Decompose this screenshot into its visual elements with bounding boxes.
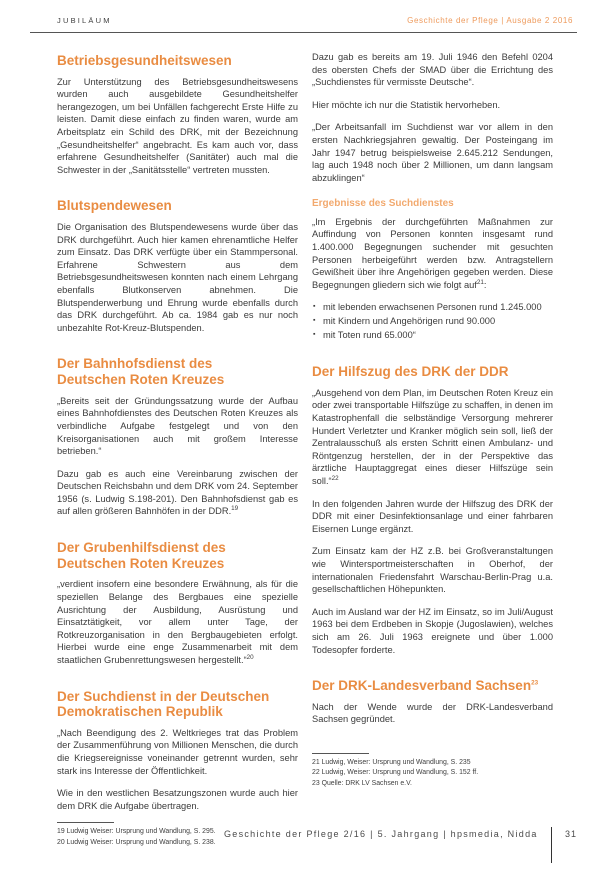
section-heading-landesverband-sachsen [312,678,553,694]
paragraph: In den folgenden Jahren wurde der Hilfszug des DRK der DDR mit einer Desinfektionsanlage und einer fahrbaren Eisernen Lunge ergänzt. [312,498,553,534]
paragraph: Auch im Ausland war der HZ im Einsatz, so im Juli/August 1963 bei dem Erdbeben in Skopje (Jugoslawien), welches sich am 26. Juli 1963 ereignete und über 1.000 Todesopfer forderte. [312,606,553,655]
paragraph: Nach der Wende wurde der DRK-Landesverband Sachsen gegründet. [312,701,553,725]
header-rule [30,32,577,33]
footnote-ref-19: 19 [231,505,239,513]
footnote-ref-20: 20 [246,653,254,661]
issue-label: Geschichte der Pflege | Ausgabe 2 2016 [407,16,573,25]
paragraph: „Bereits seit der Gründungssatzung wurde der Aufbau eines Bahnhofdienstes des Deutschen Roten Kreuzes als verbindliche Aufgabe festgelegt und von den Kreisorganisationen auch mit großem Interesse betrieben.“ [57,395,298,457]
footnote-ref-21: 21 [476,278,484,286]
footnote: 21 Ludwig, Weiser: Ursprung und Wandlung, S. 235 [312,758,471,766]
paragraph [312,216,553,292]
left-column [57,51,298,846]
paragraph [57,468,298,518]
paragraph-text: : [483,279,487,290]
heading-line: Deutschen Roten Kreuzes [57,555,225,571]
footnote-ref-23: 23 [531,679,539,687]
paragraph: Dazu gab es bereits am 19. Juli 1946 den Befehl 0204 des obersten Chefs der SMAD über die Errichtung des „Suchdienstes für vermisste Deutsche“. [312,52,553,88]
section-heading-blutspendewesen: Blutspendewesen [57,198,172,214]
footnote: 22 Ludwig, Weiser: Ursprung und Wandlung, S. 152 ff. [312,769,479,776]
right-column [312,51,553,793]
paragraph [312,387,553,488]
paragraph: Zur Unterstützung des Betriebsgesundheitswesens wurden auch ausgebildete Gesundheitshelfer herangezogen, um bei Unfällen fachgerecht Erste Hilfe zu leisten. Damit diese einfach zu finden waren, wurde am Arbeitsplatz ein Schild des DRK, mit der Bezeichnung „Gesundheitshelfer“ angebracht. Es kam auch vor, dass erfahrene Gesundheitshelfer (Sanitäter) auch mal die Schwester in der „Sanitätsstelle“ vertreten mussten. [57,76,298,175]
list-item: ▪ mit Toten rund 65.000“ [312,329,553,342]
page-header [30,16,577,25]
footnote-rule [57,822,114,823]
footer-divider [551,827,552,863]
paragraph: Zum Einsatz kam der HZ z.B. bei Großveranstaltungen wie Wintersportmeisterschaften in Oberhof, der internationalen Friedensfahrt Warschau-Berlin-Prag u.a. gesellschaftlichen Höhepunkten. [312,546,553,595]
section-heading-bahnhofsdienst [57,356,298,387]
paragraph-text: Dazu gab es auch eine Vereinbarung zwischen der Deutschen Reichsbahn und dem DRK vom 24. September 1956 (s. Ludwig S.198-201). Den Bahnhofsdienst gab es auf allen größeren Bahnhöfen in der DDR. [57,468,298,517]
subheading-ergebnisse-suchdienst: Ergebnisse des Suchdienstes [312,198,454,210]
paragraph: Hier möchte ich nur die Statistik hervorheben. [312,99,501,110]
rubric-label: JUBILÄUM [57,16,112,25]
heading-line: Der DRK-Landesverband Sachsen [312,678,532,694]
heading-line: Der Grubenhilfsdienst des [57,540,226,556]
section-heading-suchdienst [57,689,298,720]
page-number: 31 [565,829,578,839]
heading-line: Der Suchdienst in der Deutschen [57,688,270,704]
heading-line: Demokratischen Republik [57,704,223,720]
paragraph [57,578,298,666]
heading-line: Der Bahnhofsdienst des [57,356,213,372]
heading-line: Deutschen Roten Kreuzes [57,372,225,388]
section-heading-grubenhilfsdienst [57,540,298,571]
imprint-text: Geschichte der Pflege 2/16 | 5. Jahrgang | hpsmedia, Nidda [223,829,538,839]
results-bullet-list [312,301,553,342]
paragraph: Wie in den westlichen Besatzungszonen wurde auch hier dem DRK die Aufgabe übertragen. [57,788,298,811]
list-item: ▪ mit lebenden erwachsenen Personen rund 1.245.000 [312,301,553,314]
section-heading-hilfszug: Der Hilfszug des DRK der DDR [312,364,509,380]
paragraph: Die Organisation des Blutspendewesens wurde über das DRK durchgeführt. Auch hier kamen ehrenamtliche Helfer zum Einsatz. Das DRK verfügte über ein Stammpersonal. Erfahrene Schwestern aus dem Betriebsgesundheitswesen konnten nach einem Lehrgang ebenfalls Blutkonserven abnehmen. Die Blutspenderwerbung und Ehrung wurde ebenfalls durch das DRK durchgeführt. Ab ca. 1984 gab es nur noch unbezahlte Rot-Kreuz-Blutspenden. [57,222,298,333]
paragraph: „Nach Beendigung des 2. Weltkrieges trat das Problem der Zusammenführung von Millionen Menschen, die durch die Kriegsereignisse voneinander getrennt wurden, sehr stark ins Interesse der Öffentlichkeit. [57,727,298,776]
footnote: 20 Ludwig Weiser: Ursprung und Wandlung, S. 238. [57,838,216,846]
paragraph-text: „Ausgehend von dem Plan, im Deutschen Roten Kreuz ein oder zwei transportable Hilfszüge zu schaffen, in denen im Katastrophenfall die selbständige Versorgung mehrerer Hundert Verletzter und Kranker möglich sein soll, ließ der Zentralausschuß als ersten Schritt einen Ambulanz- und Röntgenzug herstellen, der in der Perspektive das ärztliche Hauptaggregat eines dieser Hilfszüge sein soll.“ [312,387,553,486]
section-heading-betriebsgesundheitswesen: Betriebsgesundheitswesen [57,53,232,68]
magazine-page [0,16,607,869]
footnote: 23 Quelle: DRK LV Sachsen e.V. [312,779,412,787]
footnote-rule [312,753,369,754]
paragraph: „Der Arbeitsanfall im Suchdienst war vor allem in den ersten Nachkriegsjahren gewaltig. Der Posteingang im Jahr 1947 betrug beispielsweise 2.645.212 Sendungen, lag auch 1948 noch über 2 Millionen, um dann langsam abzuklingen“ [312,122,553,183]
page-footer [224,827,587,863]
footnotes-right [312,753,553,794]
paragraph-text: „Im Ergebnis der durchgeführten Maßnahmen zur Auffindung von Personen konnten insgesamt rund 1.400.000 Begegnungen suchender mit gesuchten Personen herbeigeführt werden bzw. Antragstellern Gewißheit über ihre Angehörigen gegeben werden. Diese Begegnungen gliedern sich wie folgt auf [312,216,553,290]
paragraph-text: „verdient insofern eine besondere Erwähnung, als für die speziellen Belange des Bergbaues eine spezielle Ausrichtung der Ausbildung, Ausrüstung und Einsatztätigkeit, vor allem unter Tage, der Rotkreuzorganisation in den Bergbaugebieten erfolgt. Hierbei wurde eine enge Zusammenarbeit mit dem staatlichen Grubenrettungswesen hergestellt.“ [57,579,298,665]
footnote-ref-22: 22 [331,474,339,482]
list-item: ▪ mit Kindern und Angehörigen rund 90.000 [312,315,553,328]
footnote: 19 Ludwig Weiser: Ursprung und Wandlung, S. 295. [57,828,216,836]
